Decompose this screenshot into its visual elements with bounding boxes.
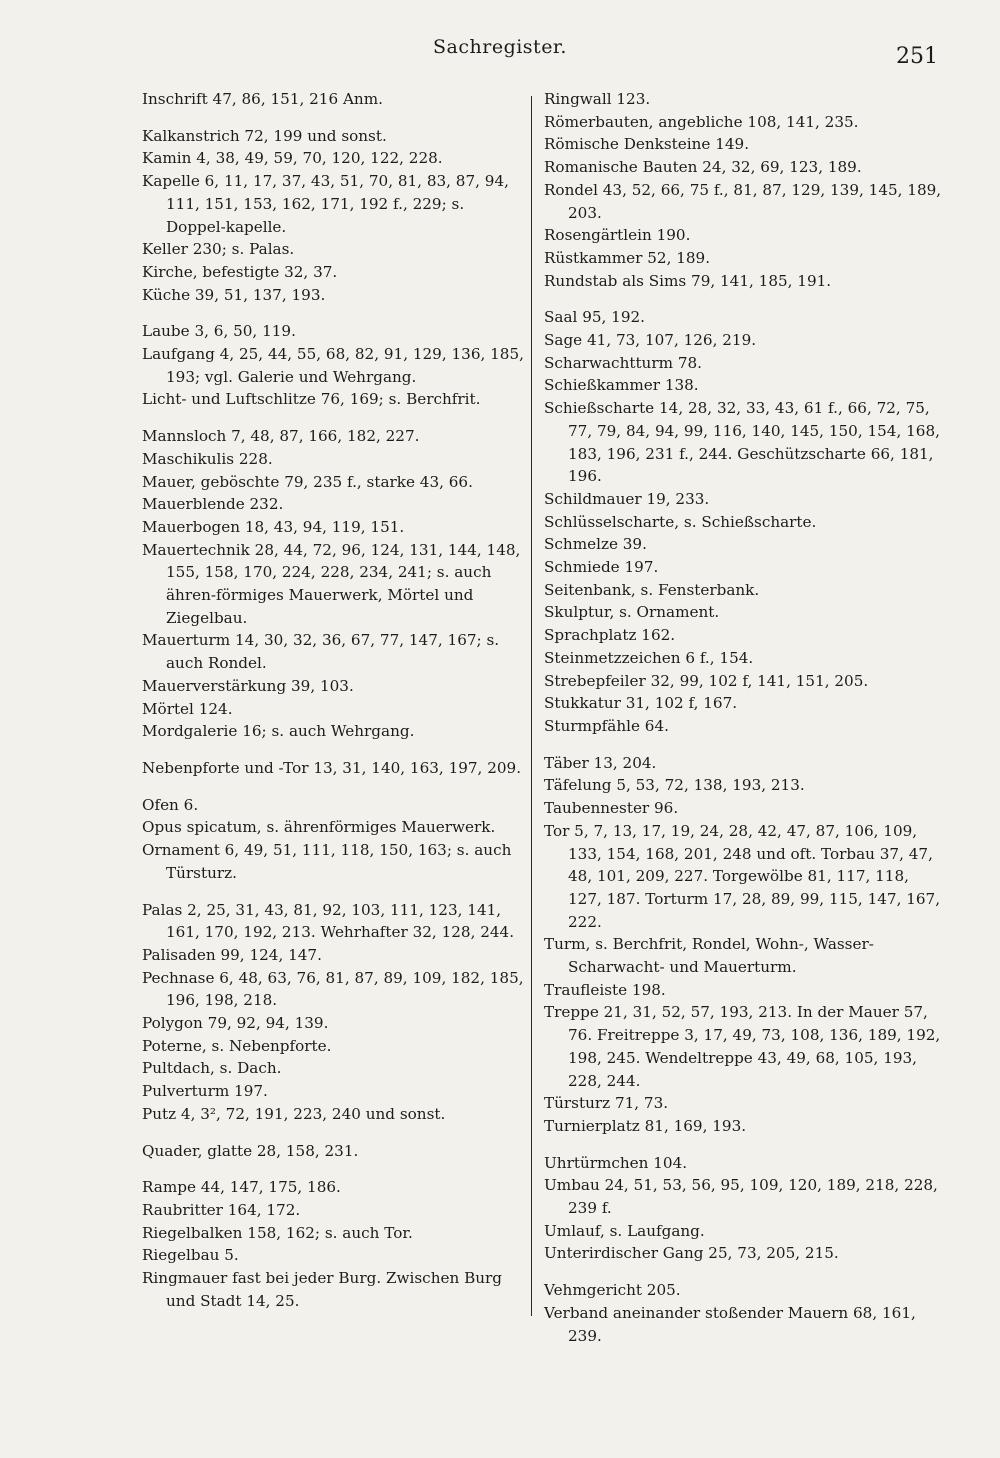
index-entry: Mauerblende 232. [142,495,284,514]
entry-group-gap [142,111,527,125]
index-entry: Turm, s. Berchfrit, Rondel, Wohn-, Wasser-Scharwacht- und Mauerturm. [544,935,874,977]
index-entry: Keller 230; s. Palas. [142,240,295,259]
index-entry: Opus spicatum, s. ährenförmiges Mauerwerk. [142,818,496,837]
column-divider [531,96,532,1316]
index-entry: Schmelze 39. [544,535,647,554]
page-header-title: Sachregister. [433,36,567,58]
index-entry: Schießkammer 138. [544,376,699,395]
entry-group-gap [142,780,527,794]
index-entry: Schmiede 197. [544,558,659,577]
index-entry: Tor 5, 7, 13, 17, 19, 24, 28, 42, 47, 87, 106, 109, 133, 154, 168, 201, 248 und oft. Torbau 37, 47, 48, 101, 209, 227. Torgewölbe 81, 117, 118, 127, 187. Torturm 17, 28, 89, 99, 115, 147, 167, 222. [544,821,941,931]
index-entry: Nebenpforte und -Tor 13, 31, 140, 163, 197, 209. [142,758,522,777]
index-entry: Seitenbank, s. Fensterbank. [544,580,760,599]
index-entry: Römische Denksteine 149. [544,135,750,154]
index-entry: Pulverturm 197. [142,1082,268,1101]
index-entry: Täfelung 5, 53, 72, 138, 193, 213. [544,776,805,795]
index-entry: Rüstkammer 52, 189. [544,248,711,267]
index-entry: Scharwachtturm 78. [544,353,702,372]
index-entry: Licht- und Luftschlitze 76, 169; s. Berchfrit. [142,390,481,409]
entry-group-gap [544,738,944,752]
index-entry: Römerbauten, angebliche 108, 141, 235. [544,112,859,131]
index-entry: Romanische Bauten 24, 32, 69, 123, 189. [544,158,862,177]
index-entry: Mauerverstärkung 39, 103. [142,676,354,695]
index-entry: Palas 2, 25, 31, 43, 81, 92, 103, 111, 123, 141, 161, 170, 192, 213. Wehrhafter 32, 128, 244. [142,900,515,942]
index-entry: Sage 41, 73, 107, 126, 219. [544,331,757,350]
entry-group-gap [544,1138,944,1152]
index-entry: Umbau 24, 51, 53, 56, 95, 109, 120, 189, 218, 228, 239 f. [544,1176,938,1218]
index-entry: Inschrift 47, 86, 151, 216 Anm. [142,90,383,108]
entry-group-gap [544,292,944,306]
index-entry: Traufleiste 198. [544,980,666,999]
index-entry: Riegelbau 5. [142,1246,239,1265]
index-entry: Vehmgericht 205. [544,1281,681,1300]
entry-group-gap [142,743,527,757]
entry-group-gap [142,885,527,899]
index-entry: Pechnase 6, 48, 63, 76, 81, 87, 89, 109, 182, 185, 196, 198, 218. [142,968,524,1010]
index-entry: Steinmetzzeichen 6 f., 154. [544,648,754,667]
index-entry: Raubritter 164, 172. [142,1200,301,1219]
index-entry: Rondel 43, 52, 66, 75 f., 81, 87, 129, 139, 145, 189, 203. [544,180,942,222]
index-entry: Unterirdischer Gang 25, 73, 205, 215. [544,1244,839,1263]
entry-group-gap [142,306,527,320]
index-entry: Taubennester 96. [544,799,679,818]
index-entry: Rundstab als Sims 79, 141, 185, 191. [544,271,832,290]
index-entry: Sprachplatz 162. [544,626,676,645]
index-entry: Skulptur, s. Ornament. [544,603,720,622]
index-entry: Mauerturm 14, 30, 32, 36, 67, 77, 147, 167; s. auch Rondel. [142,631,500,673]
index-entry: Türsturz 71, 73. [544,1094,669,1113]
index-entry: Ringwall 123. [544,90,651,108]
page-number: 251 [896,44,938,69]
index-entry: Täber 13, 204. [544,753,657,772]
index-entry: Uhrtürmchen 104. [544,1153,688,1172]
index-entry: Kamin 4, 38, 49, 59, 70, 120, 122, 228. [142,149,443,168]
index-entry: Kalkanstrich 72, 199 und sonst. [142,126,387,145]
index-entry: Palisaden 99, 124, 147. [142,945,322,964]
index-entry: Poterne, s. Nebenpforte. [142,1036,332,1055]
index-entry: Pultdach, s. Dach. [142,1059,282,1078]
index-entry: Mordgalerie 16; s. auch Wehrgang. [142,722,415,741]
index-entry: Ringmauer fast bei jeder Burg. Zwischen Burg und Stadt 14, 25. [142,1269,502,1310]
index-entry: Mauerbogen 18, 43, 94, 119, 151. [142,517,405,536]
index-entry: Schlüsselscharte, s. Schießscharte. [544,512,817,531]
index-entry: Stukkatur 31, 102 f, 167. [544,694,738,713]
index-entry: Laube 3, 6, 50, 119. [142,322,296,341]
index-entry: Schießscharte 14, 28, 32, 33, 43, 61 f., 66, 72, 75, 77, 79, 84, 94, 99, 116, 140, 145, 150, 154, 168, 183, 196, 231 f., 244. Geschützscharte 66, 181, 196. [544,399,940,486]
index-entry: Putz 4, 3², 72, 191, 223, 240 und sonst. [142,1104,446,1123]
index-entry: Kirche, befestigte 32, 37. [142,262,338,281]
index-entry: Riegelbalken 158, 162; s. auch Tor. [142,1223,413,1242]
index-entry: Strebepfeiler 32, 99, 102 f, 141, 151, 205. [544,671,869,690]
index-entry: Maschikulis 228. [142,449,273,468]
index-entry: Mannsloch 7, 48, 87, 166, 182, 227. [142,427,420,446]
index-entry: Rampe 44, 147, 175, 186. [142,1178,341,1197]
entry-group-gap [142,1162,527,1176]
index-entry: Quader, glatte 28, 158, 231. [142,1141,359,1160]
entry-group-gap [544,1265,944,1279]
index-entry: Mörtel 124. [142,699,233,718]
index-entry: Mauer, geböschte 79, 235 f., starke 43, 66. [142,472,473,491]
index-column-right [544,88,944,1347]
index-entry: Saal 95, 192. [544,308,645,327]
index-entry: Sturmpfähle 64. [544,716,669,735]
index-entry: Ornament 6, 49, 51, 111, 118, 150, 163; s. auch Türsturz. [142,841,512,882]
index-entry: Ofen 6. [142,795,199,814]
index-entry: Kapelle 6, 11, 17, 37, 43, 51, 70, 81, 83, 87, 94, 111, 151, 153, 162, 171, 192 f., 229; s. Doppel-kapelle. [142,172,509,236]
index-entry: Treppe 21, 31, 52, 57, 193, 213. In der Mauer 57, 76. Freitreppe 3, 17, 49, 73, 108, 136, 189, 192, 198, 245. Wendeltreppe 43, 49, 68, 105, 193, 228, 244. [544,1003,941,1090]
index-entry: Küche 39, 51, 137, 193. [142,285,326,304]
entry-group-gap [142,411,527,425]
index-entry: Verband aneinander stoßender Mauern 68, 161, 239. [544,1303,916,1345]
index-entry: Schildmauer 19, 233. [544,489,710,508]
index-entry: Mauertechnik 28, 44, 72, 96, 124, 131, 144, 148, 155, 158, 170, 224, 228, 234, 241; s. auch ähren-förmiges Mauerwerk, Mörtel und Ziegelbau. [142,540,521,627]
index-column-left [142,88,527,1312]
index-entry: Rosengärtlein 190. [544,226,691,245]
index-entry: Turnierplatz 81, 169, 193. [544,1116,747,1135]
index-entry: Polygon 79, 92, 94, 139. [142,1014,329,1033]
index-entry: Laufgang 4, 25, 44, 55, 68, 82, 91, 129, 136, 185, 193; vgl. Galerie und Wehrgang. [142,345,524,386]
index-entry: Umlauf, s. Laufgang. [544,1221,705,1240]
entry-group-gap [142,1126,527,1140]
